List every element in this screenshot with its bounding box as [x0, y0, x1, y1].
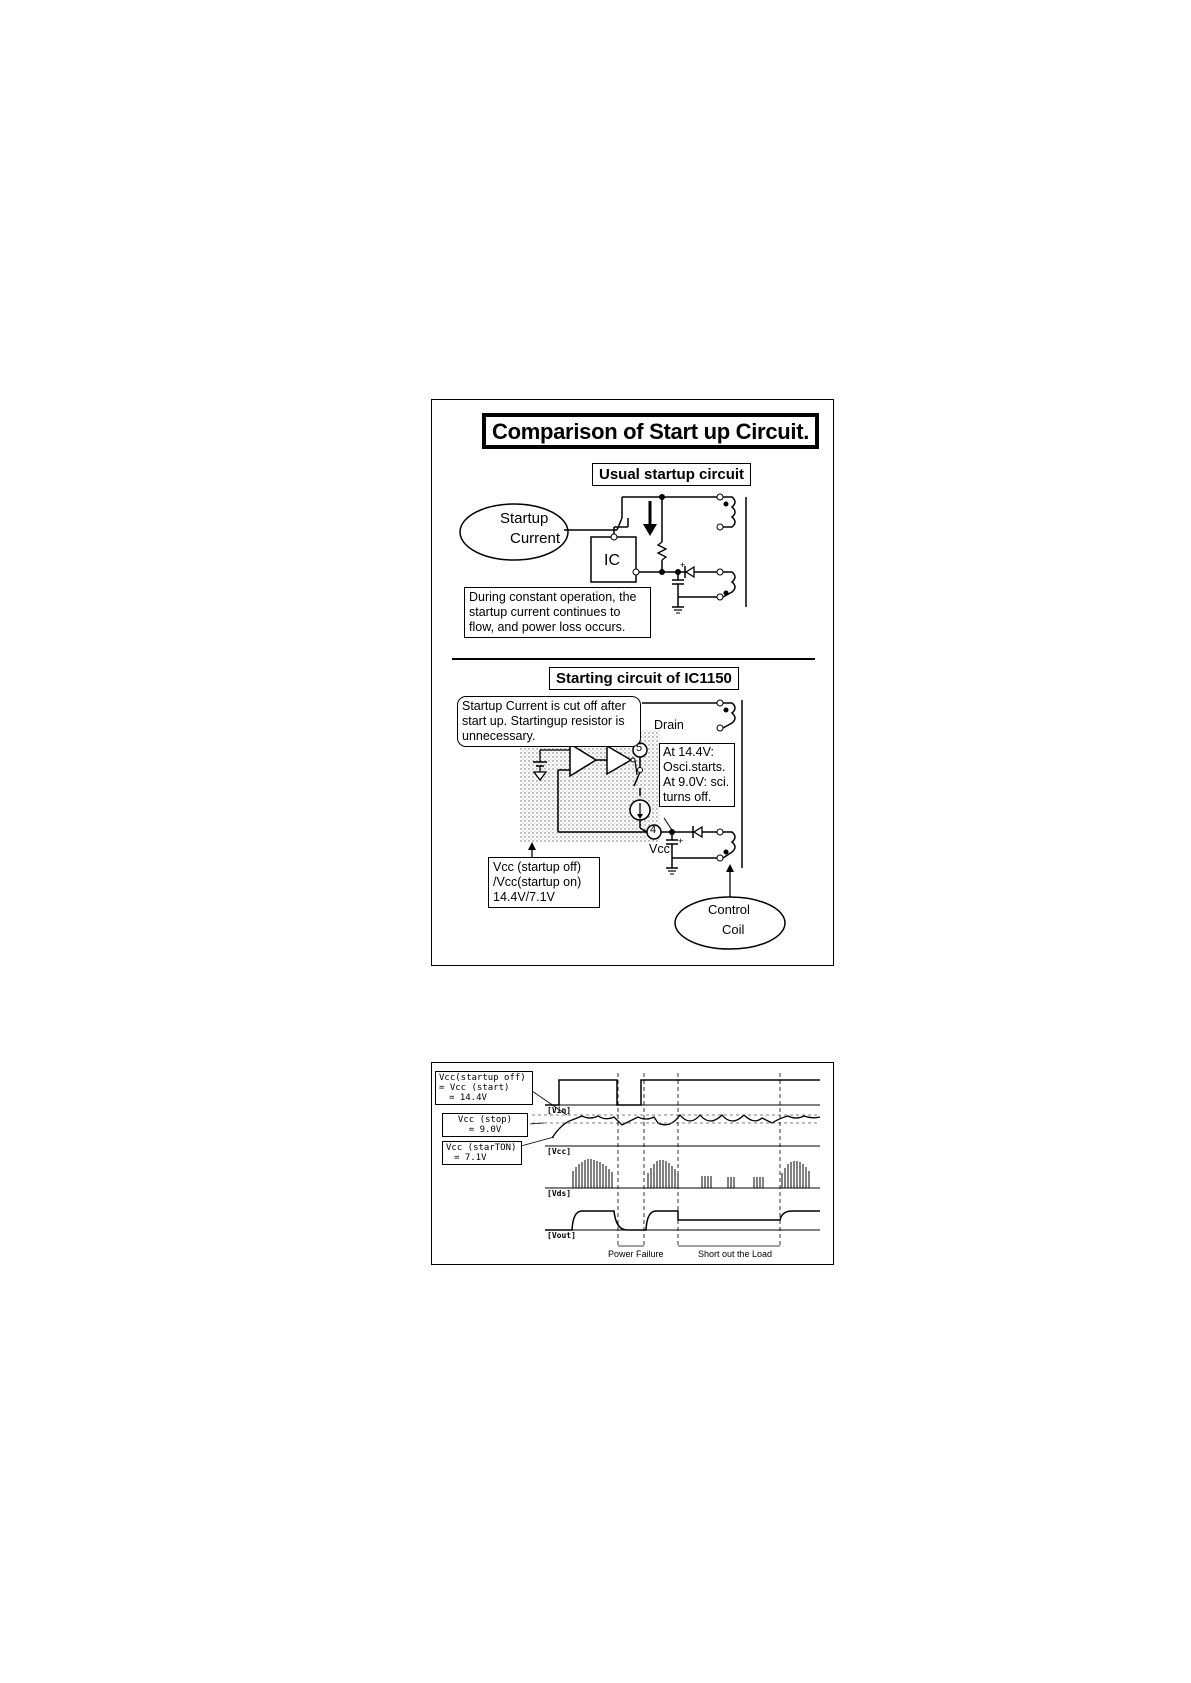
comparison-title: Comparison of Start up Circuit. — [492, 419, 810, 444]
control-coil-label-1: Control — [708, 902, 750, 917]
signal-vin-label: [Vin] — [547, 1106, 572, 1115]
vcc-note-line3: 14.4V/7.1V — [493, 890, 555, 904]
osc-note-line1: At 14.4V: — [663, 745, 714, 759]
vcc-start-line1: Vcc(startup off) — [439, 1073, 526, 1083]
vcc-on-line2: = 7.1V — [454, 1153, 487, 1163]
vin-waveform — [545, 1080, 820, 1105]
control-coil-label-2: Coil — [722, 922, 745, 937]
pin4-label: 4 — [650, 824, 657, 836]
vcc-threshold-note — [488, 857, 600, 908]
vcc-start-line3: = 14.4V — [449, 1093, 487, 1103]
vcc-on-line1: Vcc (starTON) — [446, 1143, 517, 1153]
vcc-on-label — [442, 1141, 522, 1165]
ic-label: IC — [604, 552, 620, 569]
oscillation-note — [659, 743, 735, 807]
osc-note-line2: Osci.starts. — [663, 760, 726, 774]
signal-vds-label: [Vds] — [547, 1189, 572, 1198]
startup-current-label-2: Current — [510, 530, 561, 547]
ic1150-header: Starting circuit of IC1150 — [549, 667, 739, 690]
signal-vout-label: [Vout] — [547, 1231, 576, 1240]
vcc-start-label — [435, 1071, 533, 1105]
vcc-start-line2: = Vcc (start) — [439, 1083, 510, 1093]
vcc-note-line1: Vcc (startup off) — [493, 860, 581, 874]
vcc-stop-label — [442, 1113, 528, 1137]
short-load-label: Short out the Load — [698, 1249, 773, 1259]
vcc-label: Vcc — [649, 842, 670, 856]
osc-note-line4: turns off. — [663, 790, 712, 804]
startup-circuit-comparison-panel — [431, 399, 834, 966]
plus-sign-ic1150: + — [678, 836, 684, 846]
usual-startup-header: Usual startup circuit — [592, 463, 751, 486]
vcc-note-line2: /Vcc(startup on) — [493, 875, 582, 889]
cutoff-note: Startup Current is cut off after start up. Startingup resistor is unnecessary. — [457, 696, 641, 747]
vcc-stop-line1: Vcc (stop) — [457, 1115, 513, 1125]
startup-current-label-1: Startup — [500, 510, 549, 527]
power-failure-label: Power Failure — [608, 1249, 664, 1259]
timing-diagram-panel — [431, 1062, 834, 1265]
usual-circuit-note: During constant operation, the startup current continues to flow, and power loss occurs. — [464, 587, 651, 638]
drain-label: Drain — [654, 718, 684, 732]
plus-sign-usual: + — [680, 560, 686, 570]
vds-bursts — [573, 1159, 809, 1188]
osc-note-line3: At 9.0V: sci. — [663, 775, 730, 789]
pin5-label: 5 — [636, 742, 643, 754]
vout-waveform — [545, 1211, 820, 1230]
signal-vcc-label: [Vcc] — [547, 1147, 572, 1156]
vcc-stop-line2: = 9.0V — [468, 1125, 502, 1135]
